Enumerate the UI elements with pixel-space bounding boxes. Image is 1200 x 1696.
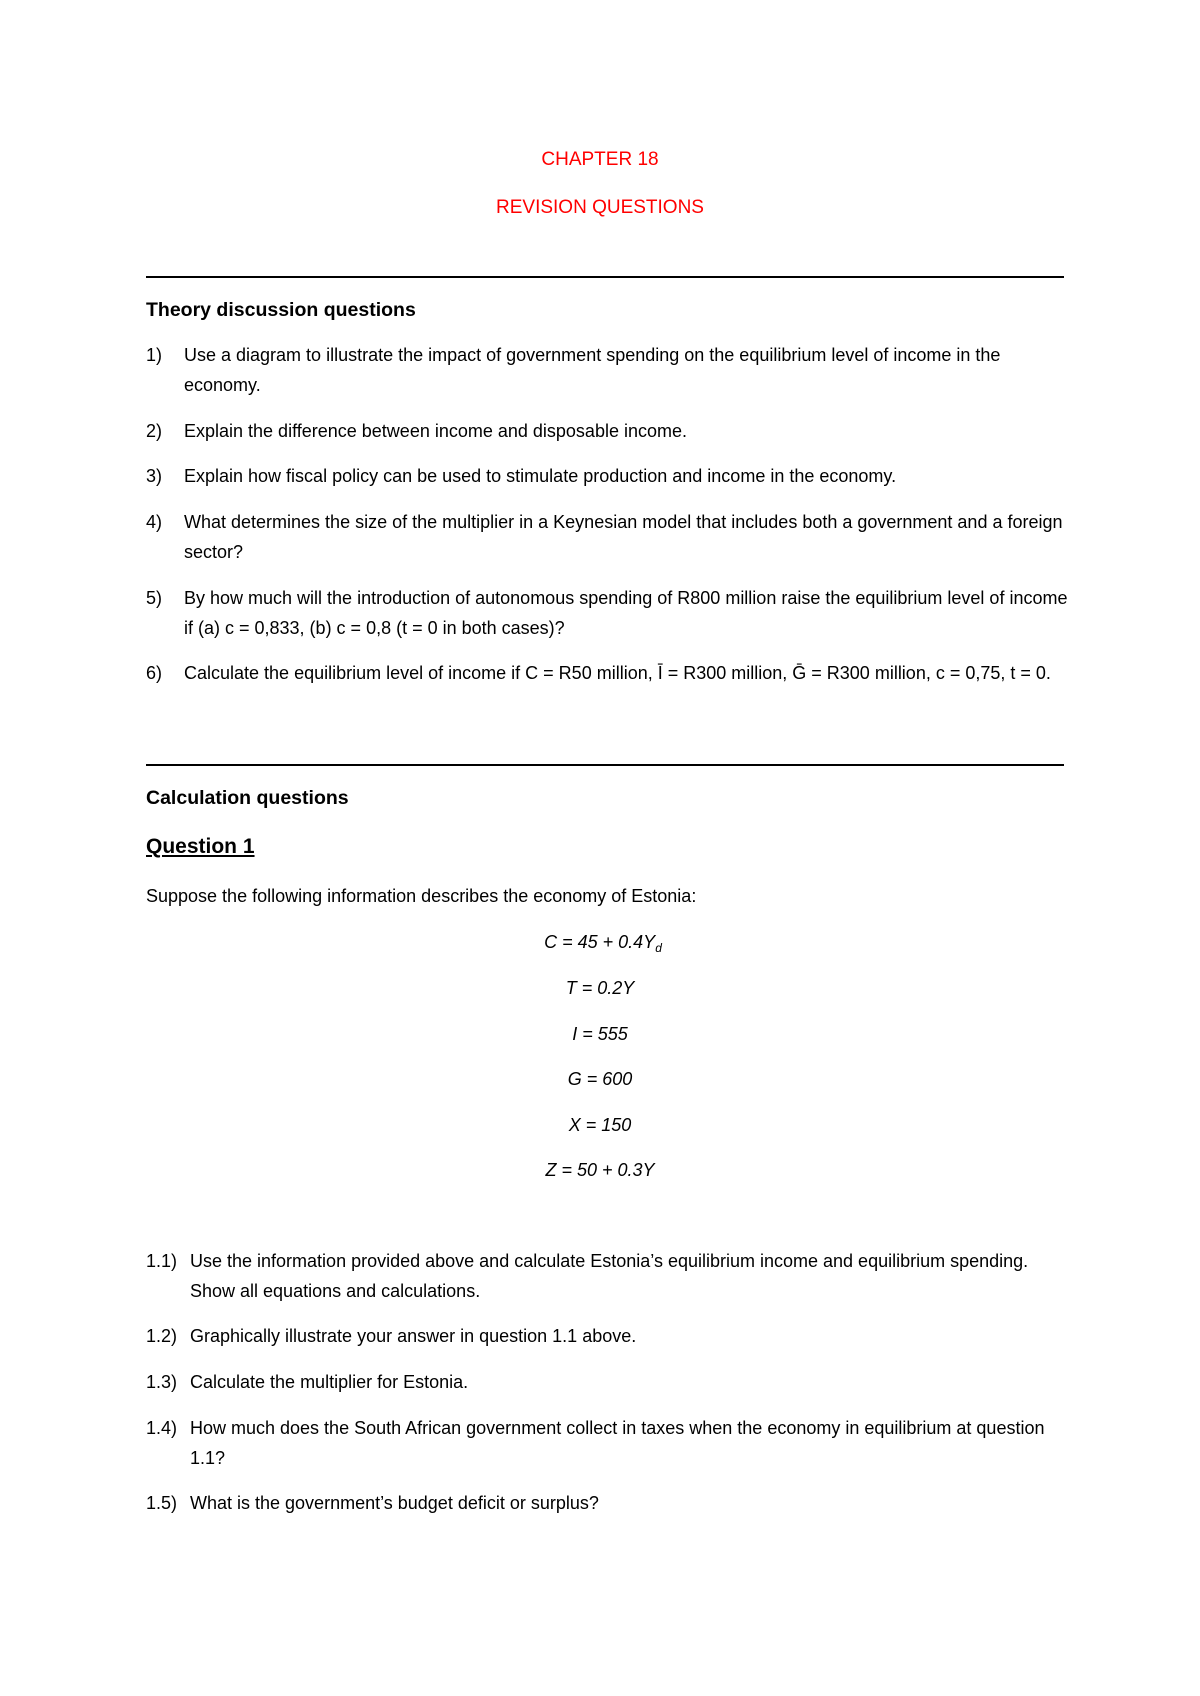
question-text: Explain how fiscal policy can be used to stimulate production and income in the economy.: [184, 466, 897, 486]
consumption-equation-subscript: d: [655, 941, 662, 955]
calculation-section-heading: Calculation questions: [146, 787, 349, 809]
theory-section-heading: Theory discussion questions: [146, 299, 416, 321]
sub-question: [146, 1321, 1076, 1351]
theory-question: [146, 507, 1076, 567]
theory-question: [146, 340, 1076, 400]
sub-question-number: 1.2): [146, 1326, 178, 1346]
revision-questions-title: REVISION QUESTIONS: [496, 197, 704, 218]
sub-question: [146, 1413, 1076, 1473]
theory-question: [146, 583, 1076, 643]
chapter-title: CHAPTER 18: [541, 149, 659, 170]
sub-question: [146, 1488, 1076, 1518]
section-divider: [146, 276, 1064, 278]
question-number: 4): [146, 512, 163, 532]
sub-question-text: Use the information provided above and calculate Estonia’s equilibrium income and equilibrium spending. Show all equations and calculations.: [190, 1251, 1029, 1301]
consumption-equation-text: C = 45 + 0.4Y: [544, 932, 656, 952]
question-number: 6): [146, 663, 163, 683]
theory-question: [146, 658, 1076, 688]
question-number: 1): [146, 345, 163, 365]
imports-equation: Z = 50 + 0.3Y: [545, 1160, 655, 1180]
consumption-equation: [3, 930, 1200, 960]
theory-question: [146, 416, 1076, 446]
tax-equation: T = 0.2Y: [565, 978, 635, 998]
sub-question: [146, 1367, 1076, 1397]
sub-question-text: Calculate the multiplier for Estonia.: [190, 1372, 469, 1392]
government-equation: G = 600: [567, 1069, 633, 1089]
sub-question-number: 1.5): [146, 1493, 178, 1513]
investment-equation: I = 555: [572, 1024, 628, 1044]
theory-question: [146, 461, 1076, 491]
question-text: What determines the size of the multiplier in a Keynesian model that includes both a government and a foreign sector?: [184, 512, 1063, 562]
question-intro: Suppose the following information describes the economy of Estonia:: [146, 886, 697, 906]
question-text: Explain the difference between income and disposable income.: [184, 421, 687, 441]
question-text: Use a diagram to illustrate the impact of government spending on the equilibrium level of income in the economy.: [184, 345, 1001, 395]
question-number: 2): [146, 421, 163, 441]
sub-question-number: 1.3): [146, 1372, 178, 1392]
sub-question-text: How much does the South African government collect in taxes when the economy in equilibrium at question 1.1?: [190, 1418, 1045, 1468]
question-1-title: Question 1: [146, 835, 255, 858]
sub-question-text: What is the government’s budget deficit or surplus?: [190, 1493, 599, 1513]
question-number: 5): [146, 588, 163, 608]
exports-equation: X = 150: [568, 1115, 632, 1135]
question-text: By how much will the introduction of autonomous spending of R800 million raise the equilibrium level of income if (a) c = 0,833, (b) c = 0,8 (t = 0 in both cases)?: [184, 588, 1068, 638]
sub-question-number: 1.4): [146, 1418, 178, 1438]
sub-question-number: 1.1): [146, 1251, 178, 1271]
sub-question-text: Graphically illustrate your answer in question 1.1 above.: [190, 1326, 637, 1346]
sub-question: [146, 1246, 1076, 1306]
section-divider: [146, 764, 1064, 766]
question-number: 3): [146, 466, 163, 486]
question-text: Calculate the equilibrium level of income if C = R50 million, Ī = R300 million, Ḡ = R300 million, c = 0,75, t = 0.: [184, 663, 1051, 683]
